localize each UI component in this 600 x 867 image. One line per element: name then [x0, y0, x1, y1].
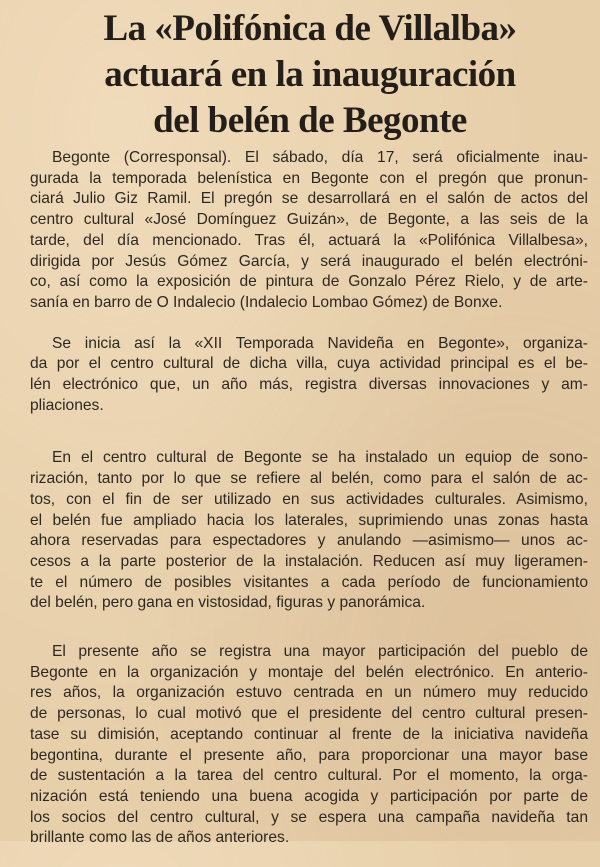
body-line: del belén, pero gana en vistosidad, figuras y panorámica.: [30, 594, 426, 612]
paragraph-1: [30, 148, 588, 314]
headline-line-2: actuará en la inauguración: [104, 54, 516, 95]
body-line: pliaciones.: [30, 396, 104, 414]
body-line: El presente año se registra una mayor participación del pueblo de: [52, 643, 588, 661]
body-line: da por el centro cultural de dicha villa, cuya actividad principal es el be-: [30, 355, 588, 373]
body-line: dirigida por Jesús Gómez García, y será inaugurado el belén electróni-: [30, 252, 588, 270]
body-line: lén electrónico que, un año más, registra diversas innovaciones y am-: [30, 376, 588, 394]
body-line: tarde, del día mencionado. Tras él, actuará la «Polifónica Villalbesa»,: [30, 231, 588, 249]
body-line: co, así como la exposición de pintura de Gonzalo Pérez Rielo, y de arte-: [30, 273, 588, 291]
body-line: sanía en barro de O Indalecio (Indalecio Lombao Gómez) de Bonxe.: [30, 293, 503, 311]
body-line: brillante como las de años anteriores.: [30, 829, 290, 847]
body-line: centro cultural «José Domínguez Guizán», de Begonte, a las seis de la: [30, 211, 588, 229]
headline-line-3: del belén de Begonte: [153, 100, 467, 141]
body-line: Begonte (Corresponsal). El sábado, día 17, será oficialmente inau-: [52, 149, 588, 166]
article-body: [30, 148, 588, 867]
body-line: de sustentación a la tarea del centro cultural. Por el momento, la orga-: [30, 767, 588, 785]
body-line: Se inicia así la «XII Temporada Navideña en Begonte», organiza-: [52, 334, 588, 352]
body-line: tos, con el fin de ser utilizado en sus actividades culturales. Asimismo,: [30, 490, 588, 508]
paragraph-4: [30, 642, 588, 849]
body-line: nización está teniendo una buena acogida y participación por parte de: [30, 787, 588, 805]
headline: [40, 6, 580, 144]
body-line: En el centro cultural de Begonte se ha instalado un equiop de sono-: [52, 449, 588, 467]
body-line: begontina, durante el presente año, para proporcionar una mayor base: [30, 746, 588, 764]
body-line: rización, tanto por lo que se refiere al belén, como para el salón de ac-: [30, 470, 588, 488]
headline-line-1: La «Polifónica de Villalba»: [103, 8, 517, 49]
body-line: ahora reservadas para espectadores y anulando —asimismo— unos ac-: [30, 532, 588, 550]
body-line: te el número de posibles visitantes a cada período de funcionamiento: [30, 573, 588, 591]
body-line: de personas, lo cual motivó que el presidente del centro cultural presen-: [30, 705, 588, 723]
body-line: el belén fue ampliado hacia los laterales, suprimiendo unas zonas hasta: [30, 511, 588, 529]
paragraph-3: [30, 448, 588, 614]
body-line: Begonte en la organización y montaje del belén electrónico. En anterio-: [30, 663, 588, 681]
body-line: los socios del centro cultural, y se espera una campaña navideña tan: [30, 808, 588, 826]
body-line: res años, la organización estuvo centrada en un número muy reducido: [30, 684, 588, 702]
paragraph-2: [30, 334, 588, 417]
body-line: tase su dimisión, aceptando continuar al frente de la iniciativa navideña: [30, 725, 588, 743]
body-line: cesos a la parte posterior de la instalación. Reducen así muy ligeramen-: [30, 552, 588, 570]
body-line: ciará Julio Giz Ramil. El pregón se desarrollará en el salón de actos del: [30, 190, 588, 208]
body-line: gurada la temporada belenística en Begonte con el pregón que pronun-: [30, 169, 588, 187]
